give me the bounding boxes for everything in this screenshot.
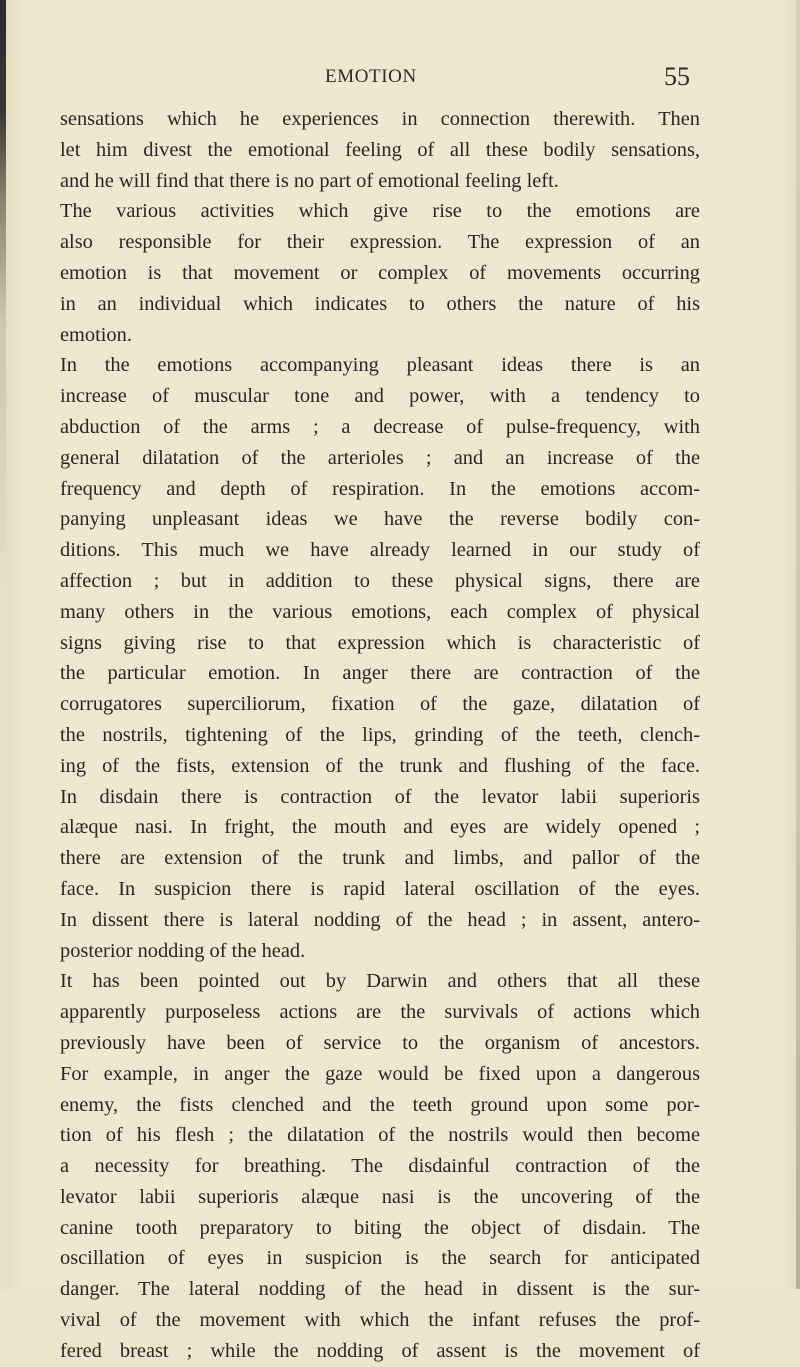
text-line: a necessity for breathing. The disdainful contraction of the	[60, 1155, 700, 1178]
text-line: For example, in anger the gaze would be fixed upon a dangerous	[60, 1062, 700, 1085]
text-line: abduction of the arms ; a decrease of pulse-frequency, with	[60, 415, 700, 438]
text-line: emotion is that movement or complex of movements occurring	[60, 261, 700, 284]
text-line: increase of muscular tone and power, with a tendency to	[60, 385, 700, 408]
text-line: alæque nasi. In fright, the mouth and eyes are widely opened ;	[60, 816, 700, 839]
text-line: let him divest the emotional feeling of all these bodily sensations,	[60, 138, 700, 161]
page-number: 55	[664, 62, 690, 91]
text-line: The various activities which give rise to the emotions are	[60, 200, 700, 223]
text-line: also responsible for their expression. The expression of an	[60, 231, 700, 254]
text-line: previously have been of service to the organism of ancestors.	[60, 1031, 700, 1054]
text-line: danger. The lateral nodding of the head in dissent is the sur-	[60, 1278, 700, 1301]
text-line: In dissent there is lateral nodding of the head ; in assent, antero-	[60, 908, 700, 931]
text-line: face. In suspicion there is rapid lateral oscillation of the eyes.	[60, 877, 700, 900]
text-line: fered breast ; while the nodding of assent is the movement of	[60, 1339, 700, 1362]
text-line: oscillation of eyes in suspicion is the search for anticipated	[60, 1247, 700, 1270]
text-line: ditions. This much we have already learned in our study of	[60, 539, 700, 562]
text-line: tion of his flesh ; the dilatation of the nostrils would then become	[60, 1124, 700, 1147]
text-line: It has been pointed out by Darwin and others that all these	[60, 970, 700, 993]
body-text	[60, 104, 700, 1367]
text-line: In disdain there is contraction of the levator labii superioris	[60, 785, 700, 808]
text-line: and he will find that there is no part of emotional feeling left.	[60, 169, 559, 192]
text-line: the nostrils, tightening of the lips, grinding of the teeth, clench-	[60, 723, 700, 746]
text-line: emotion.	[60, 323, 132, 346]
text-line: corrugatores superciliorum, fixation of the gaze, dilatation of	[60, 693, 700, 716]
running-head	[0, 62, 800, 102]
running-title: EMOTION	[325, 66, 417, 87]
text-line: sensations which he experiences in connection therewith. Then	[60, 108, 700, 130]
text-line: in an individual which indicates to others the nature of his	[60, 292, 700, 315]
text-line: canine tooth preparatory to biting the object of disdain. The	[60, 1216, 700, 1239]
text-line: apparently purposeless actions are the survivals of actions which	[60, 1001, 700, 1024]
text-line: ing of the fists, extension of the trunk and flushing of the face.	[60, 754, 700, 777]
text-line: frequency and depth of respiration. In the emotions accom-	[60, 477, 700, 500]
text-line: signs giving rise to that expression which is characteristic of	[60, 631, 700, 654]
text-line: posterior nodding of the head.	[60, 939, 306, 962]
text-line: there are extension of the trunk and limbs, and pallor of the	[60, 847, 700, 870]
page-right-edge	[796, 0, 800, 1289]
text-line: enemy, the fists clenched and the teeth ground upon some por-	[60, 1093, 700, 1116]
text-line: In the emotions accompanying pleasant ideas there is an	[60, 354, 700, 377]
text-line: panying unpleasant ideas we have the reverse bodily con-	[60, 508, 700, 531]
text-line: levator labii superioris alæque nasi is the uncovering of the	[60, 1185, 700, 1208]
text-line: general dilatation of the arterioles ; and an increase of the	[60, 446, 700, 469]
text-line: many others in the various emotions, each complex of physical	[60, 600, 700, 623]
text-line: vival of the movement with which the infant refuses the prof-	[60, 1309, 700, 1332]
page-left-edge	[0, 0, 6, 1289]
text-line: the particular emotion. In anger there are contraction of the	[60, 662, 700, 685]
text-line: affection ; but in addition to these physical signs, there are	[60, 569, 700, 592]
